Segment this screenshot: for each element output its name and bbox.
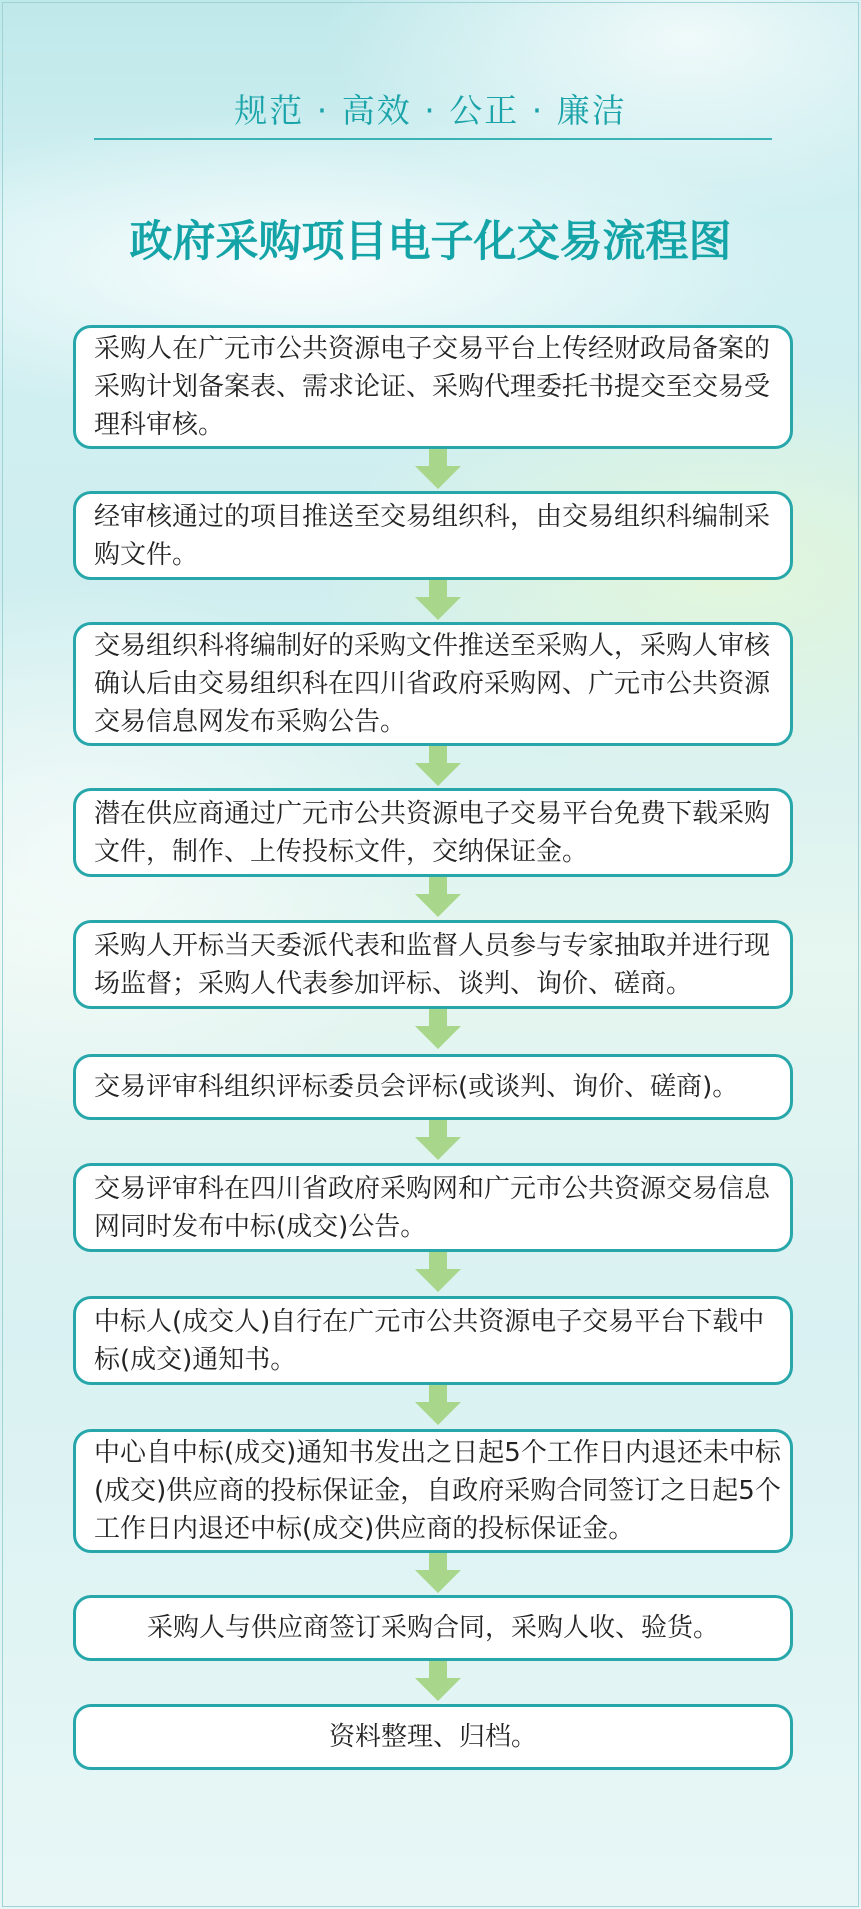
step-11-text: 资料整理、归档。 [328,1722,537,1752]
down-arrow-icon [415,746,461,786]
step-7-box [73,1163,793,1252]
slogan-divider [94,138,772,140]
step-3-box [73,622,793,746]
down-arrow-icon [415,1553,461,1593]
step-8-box [73,1296,793,1385]
down-arrow-icon [415,1252,461,1292]
step-10-box [73,1595,793,1661]
step-2-box [73,491,793,580]
step-9-box [73,1429,793,1553]
step-6-box [73,1054,793,1120]
down-arrow-icon [415,580,461,620]
step-4-box [73,788,793,877]
step-10-text: 采购人与供应商签订采购合同，采购人收、验货。 [146,1613,719,1643]
step-1-box [73,325,793,449]
down-arrow-icon [415,1661,461,1701]
step-4-text: 潜在供应商通过广元市公共资源电子交易平台免费下载采购文件，制作、上传投标文件，交纳保证金。 [94,798,771,867]
step-5-box [73,920,793,1009]
step-1-text: 采购人在广元市公共资源电子交易平台上传经财政局备案的采购计划备案表、需求论证、采购代理委托书提交至交易受理科审核。 [94,334,771,440]
down-arrow-icon [415,1009,461,1049]
step-9-text: 中心自中标(成交)通知书发出之日起5个工作日内退还未中标(成交)供应商的投标保证金，自政府采购合同签订之日起5个工作日内退还中标(成交)供应商的投标保证金。 [94,1438,781,1544]
down-arrow-icon [415,877,461,917]
down-arrow-icon [415,449,461,489]
down-arrow-icon [415,1385,461,1425]
step-2-text: 经审核通过的项目推送至交易组织科，由交易组织科编制采购文件。 [94,501,771,570]
step-7-text: 交易评审科在四川省政府采购网和广元市公共资源交易信息网同时发布中标(成交)公告。 [94,1173,771,1242]
page-title: 政府采购项目电子化交易流程图 [129,217,732,267]
slogan: 规范 · 高效 · 公正 · 廉洁 [234,91,627,130]
step-3-text: 交易组织科将编制好的采购文件推送至采购人，采购人审核确认后由交易组织科在四川省政府采购网、广元市公共资源交易信息网发布采购公告。 [94,631,771,737]
step-11-box [73,1704,793,1770]
step-5-text: 采购人开标当天委派代表和监督人员参与专家抽取并进行现场监督；采购人代表参加评标、谈判、询价、磋商。 [94,930,771,999]
step-8-text: 中标人(成交人)自行在广元市公共资源电子交易平台下载中标(成交)通知书。 [94,1306,765,1375]
step-6-text: 交易评审科组织评标委员会评标(或谈判、询价、磋商)。 [94,1072,739,1102]
down-arrow-icon [415,1120,461,1160]
